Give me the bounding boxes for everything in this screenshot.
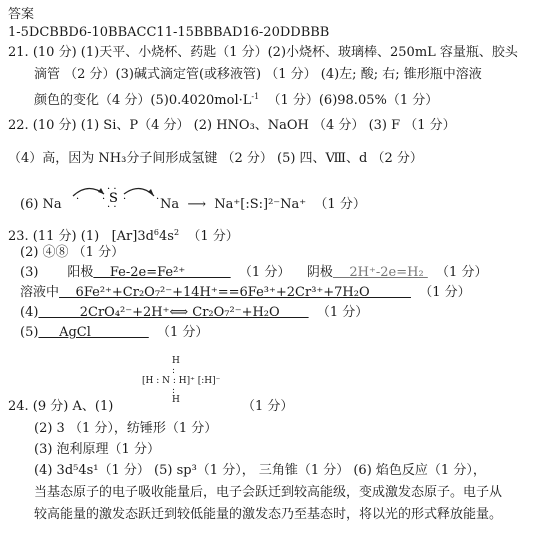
q23-text-3a: (3) 阳极 [20,265,94,280]
q23-sup-1: 6 [153,228,160,237]
answer-header: 答案 [8,7,35,22]
q21-line-2: 滴管 （2 分）(3)碱式滴定管(或移液管) （1 分） (4)左; 酸; 右; 锥形瓶中溶液 [34,67,482,82]
sulfur-dots-bottom: · · [107,202,117,212]
q23-text-5b: （1 分） [308,305,369,320]
q21-text-1: (10 分) (1)天平、小烧杯、药匙（1 分）(2)小烧杯、玻璃棒、250mL 容量瓶、胶头 [32,45,518,60]
q21-line-3 [34,88,438,110]
right-electron-dot: · [156,194,160,205]
multiple-choice-answers: 1-5DCBBD6-10BBACC11-15BBBAD16-20DDBBB [8,25,330,40]
q23-text-3b: （1 分） 阴极 [230,265,333,280]
q23-cathode-equation: 2H⁺-2e=H₂ [332,265,428,280]
arrowhead-right [148,189,154,196]
nh4-h-bottom: H [172,395,180,405]
q23-line-4 [20,284,471,302]
q22-line-1: 22. (10 分) (1) Si、P（4 分） (2) HNO₃、NaOH （4 分） (3) F （1 分） [8,118,456,133]
sulfur-dots-left: · [102,194,106,205]
sulfur-symbol: S [109,191,118,206]
q23-sup-2: 2 [173,228,180,237]
q23-line-5 [20,304,368,322]
q23-line-2: (2) ④⑧ （1 分） [20,245,125,260]
q23-text-6a: (5) [20,325,39,340]
q22-sulfide-s: S [249,197,259,212]
q23-equilibrium-equation: 2CrO₄²⁻+2H⁺⟺ Cr₂O₇²⁻+H₂O [38,305,309,320]
q22-text-3c: :]²⁻Na⁺ （1 分） [258,197,366,212]
nh4-dots-top: : [172,366,176,376]
q24-line-6: 较高能量的激发态跃迁到较低能量的激发态乃至基态时，将以光的形式释放能量。 [34,507,503,522]
q24-line-1 [8,398,113,416]
nh4h-structure: [H : N : H]⁺ [:H]⁻ [142,376,221,386]
q21-number: 21. [8,45,29,60]
q23-text-4a: 溶液中 [20,285,60,300]
q23-text-3c: （1 分） [427,265,488,280]
q22-text-3b: Na ⟶ Na⁺[: [160,197,250,212]
sulfur-dots-top: · · [107,184,117,195]
q22-line-3 [20,196,62,214]
q23-solution-equation: 6Fe²⁺+Cr₂O₇²⁻+14H⁺==6Fe³⁺+2Cr³⁺+7H₂O [59,285,411,300]
q23-text-1b: 4s [159,229,174,244]
q23-line-1 [8,224,239,246]
q23-text-1c: （1 分） [179,229,239,244]
q23-line-6 [20,324,208,342]
q22-line-3b [160,196,366,214]
q23-anode-equation: Fe-2e=Fe²⁺ [93,265,231,280]
sulfur-dots-right: · [123,194,127,205]
q23-text-4b: （1 分） [410,285,471,300]
q21-text-3a: 颜色的变化（4 分）(5)0.4020mol·L [34,93,252,108]
q22-line-2: （4）高，因为 NH₃分子间形成氢键 （2 分） (5) 四、Ⅷ、d （2 分） [8,151,423,166]
q23-precipitate: AgCl [38,325,149,340]
q24-line-2: (2) 3 （1 分），纺锤形（1 分） [34,421,218,436]
q21-line-1 [8,44,518,62]
q21-unit-exponent: -1 [251,92,260,101]
q24-line-3: (3) 泡利原理（1 分） [34,442,160,457]
q21-text-3b: （1 分）(6)98.05%（1 分） [259,93,439,108]
q24-score-1: （1 分） [242,399,294,414]
q24-line-5: 当基态原子的电子吸收能量后，电子会跃迁到较高能级，变成激发态原子。电子从 [34,485,503,500]
nh4-h-top-1: H [172,356,180,366]
q23-line-3 [20,264,487,282]
q24-text-1a: 24. (9 分) A、(1) [8,399,114,414]
left-electron-dot: · [76,194,80,205]
nh4-dots-bottom: : [172,386,176,396]
q22-text-3a: (6) Na [20,197,62,212]
q23-text-1a: 23. (11 分) (1) [Ar]3d [8,229,154,244]
q23-text-5a: (4) [20,305,39,320]
q23-text-6b: （1 分） [148,325,209,340]
q24-line-4: (4) 3d⁵4s¹（1 分） (5) sp³（1 分）， 三角锥（1 分） (6) 焰色反应（1 分）， [34,463,486,478]
